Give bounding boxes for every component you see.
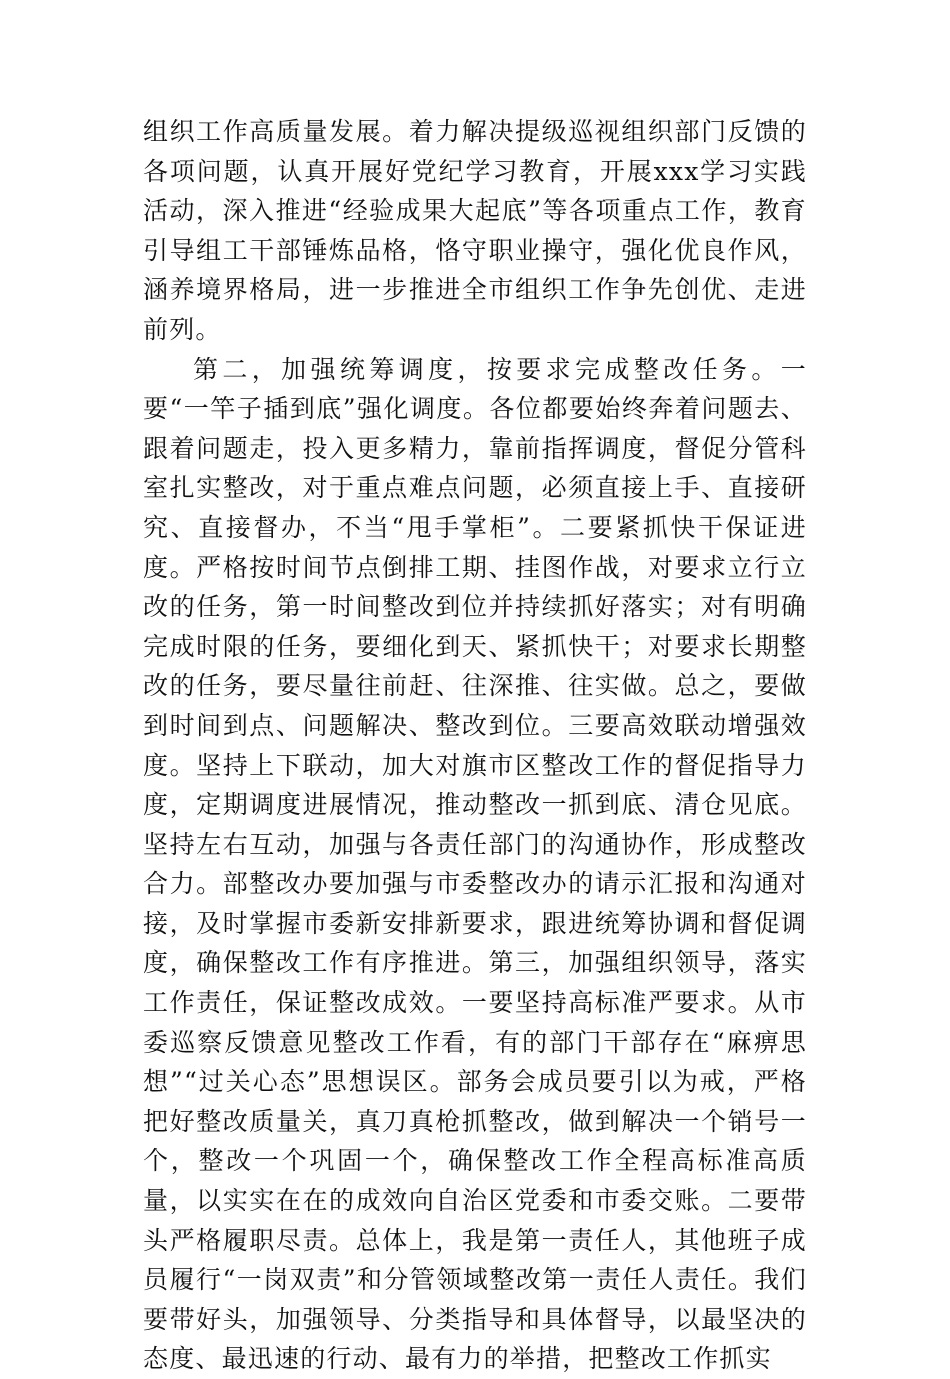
paragraph-continuation: 组织工作高质量发展。着力解决提级巡视组织部门反馈的各项问题，认真开展好党纪学习教育，开展xxx学习实践活动，深入推进“经验成果大起底”等各项重点工作，教育引导组工干部锤炼品格，恪守职业操守，强化优良作风，涵养境界格局，进一步推进全市组织工作争先创优、走进前列。 xyxy=(143,117,807,344)
paragraph-second-section: 第二，加强统筹调度，按要求完成整改任务。一要“一竿子插到底”强化调度。各位都要始终奔着问题去、跟着问题走，投入更多精力，靠前指挥调度，督促分管科室扎实整改，对于重点难点问题，必须直接上手、直接研究、直接督办，不当“甩手掌柜”。二要紧抓快干保证进度。严格按时间节点倒排工期、挂图作战，对要求立行立改的任务，第一时间整改到位并持续抓好落实；对有明确完成时限的任务，要细化到天、紧抓快干；对要求长期整改的任务，要尽量往前赶、往深推、往实做。总之，要做到时间到点、问题解决、整改到位。三要高效联动增强效度。坚持上下联动，加大对旗市区整改工作的督促指导力度，定期调度进展情况，推动整改一抓到底、清仓见底。坚持左右互动，加强与各责任部门的沟通协作，形成整改合力。部整改办要加强与市委整改办的请示汇报和沟通对接，及时掌握市委新安排新要求，跟进统筹协调和督促调度，确保整改工作有序推进。第三，加强组织领导，落实工作责任，保证整改成效。一要坚持高标准严要求。从市委巡察反馈意见整改工作看，有的部门干部存在“麻痹思想”“过关心态”思想误区。部务会成员要引以为戒，严格把好整改质量关，真刀真枪抓整改，做到解决一个销号一个，整改一个巩固一个，确保整改工作全程高标准高质量，以实实在在的成效向自治区党委和市委交账。二要带头严格履职尽责。总体上，我是第一责任人，其他班子成员履行“一岗双责”和分管领域整改第一责任人责任。我们要带好头，加强领导、分类指导和具体督导，以最坚决的态度、最迅速的行动、最有力的举措，把整改工作抓实 xyxy=(143,354,807,1374)
document-body xyxy=(143,112,807,1379)
